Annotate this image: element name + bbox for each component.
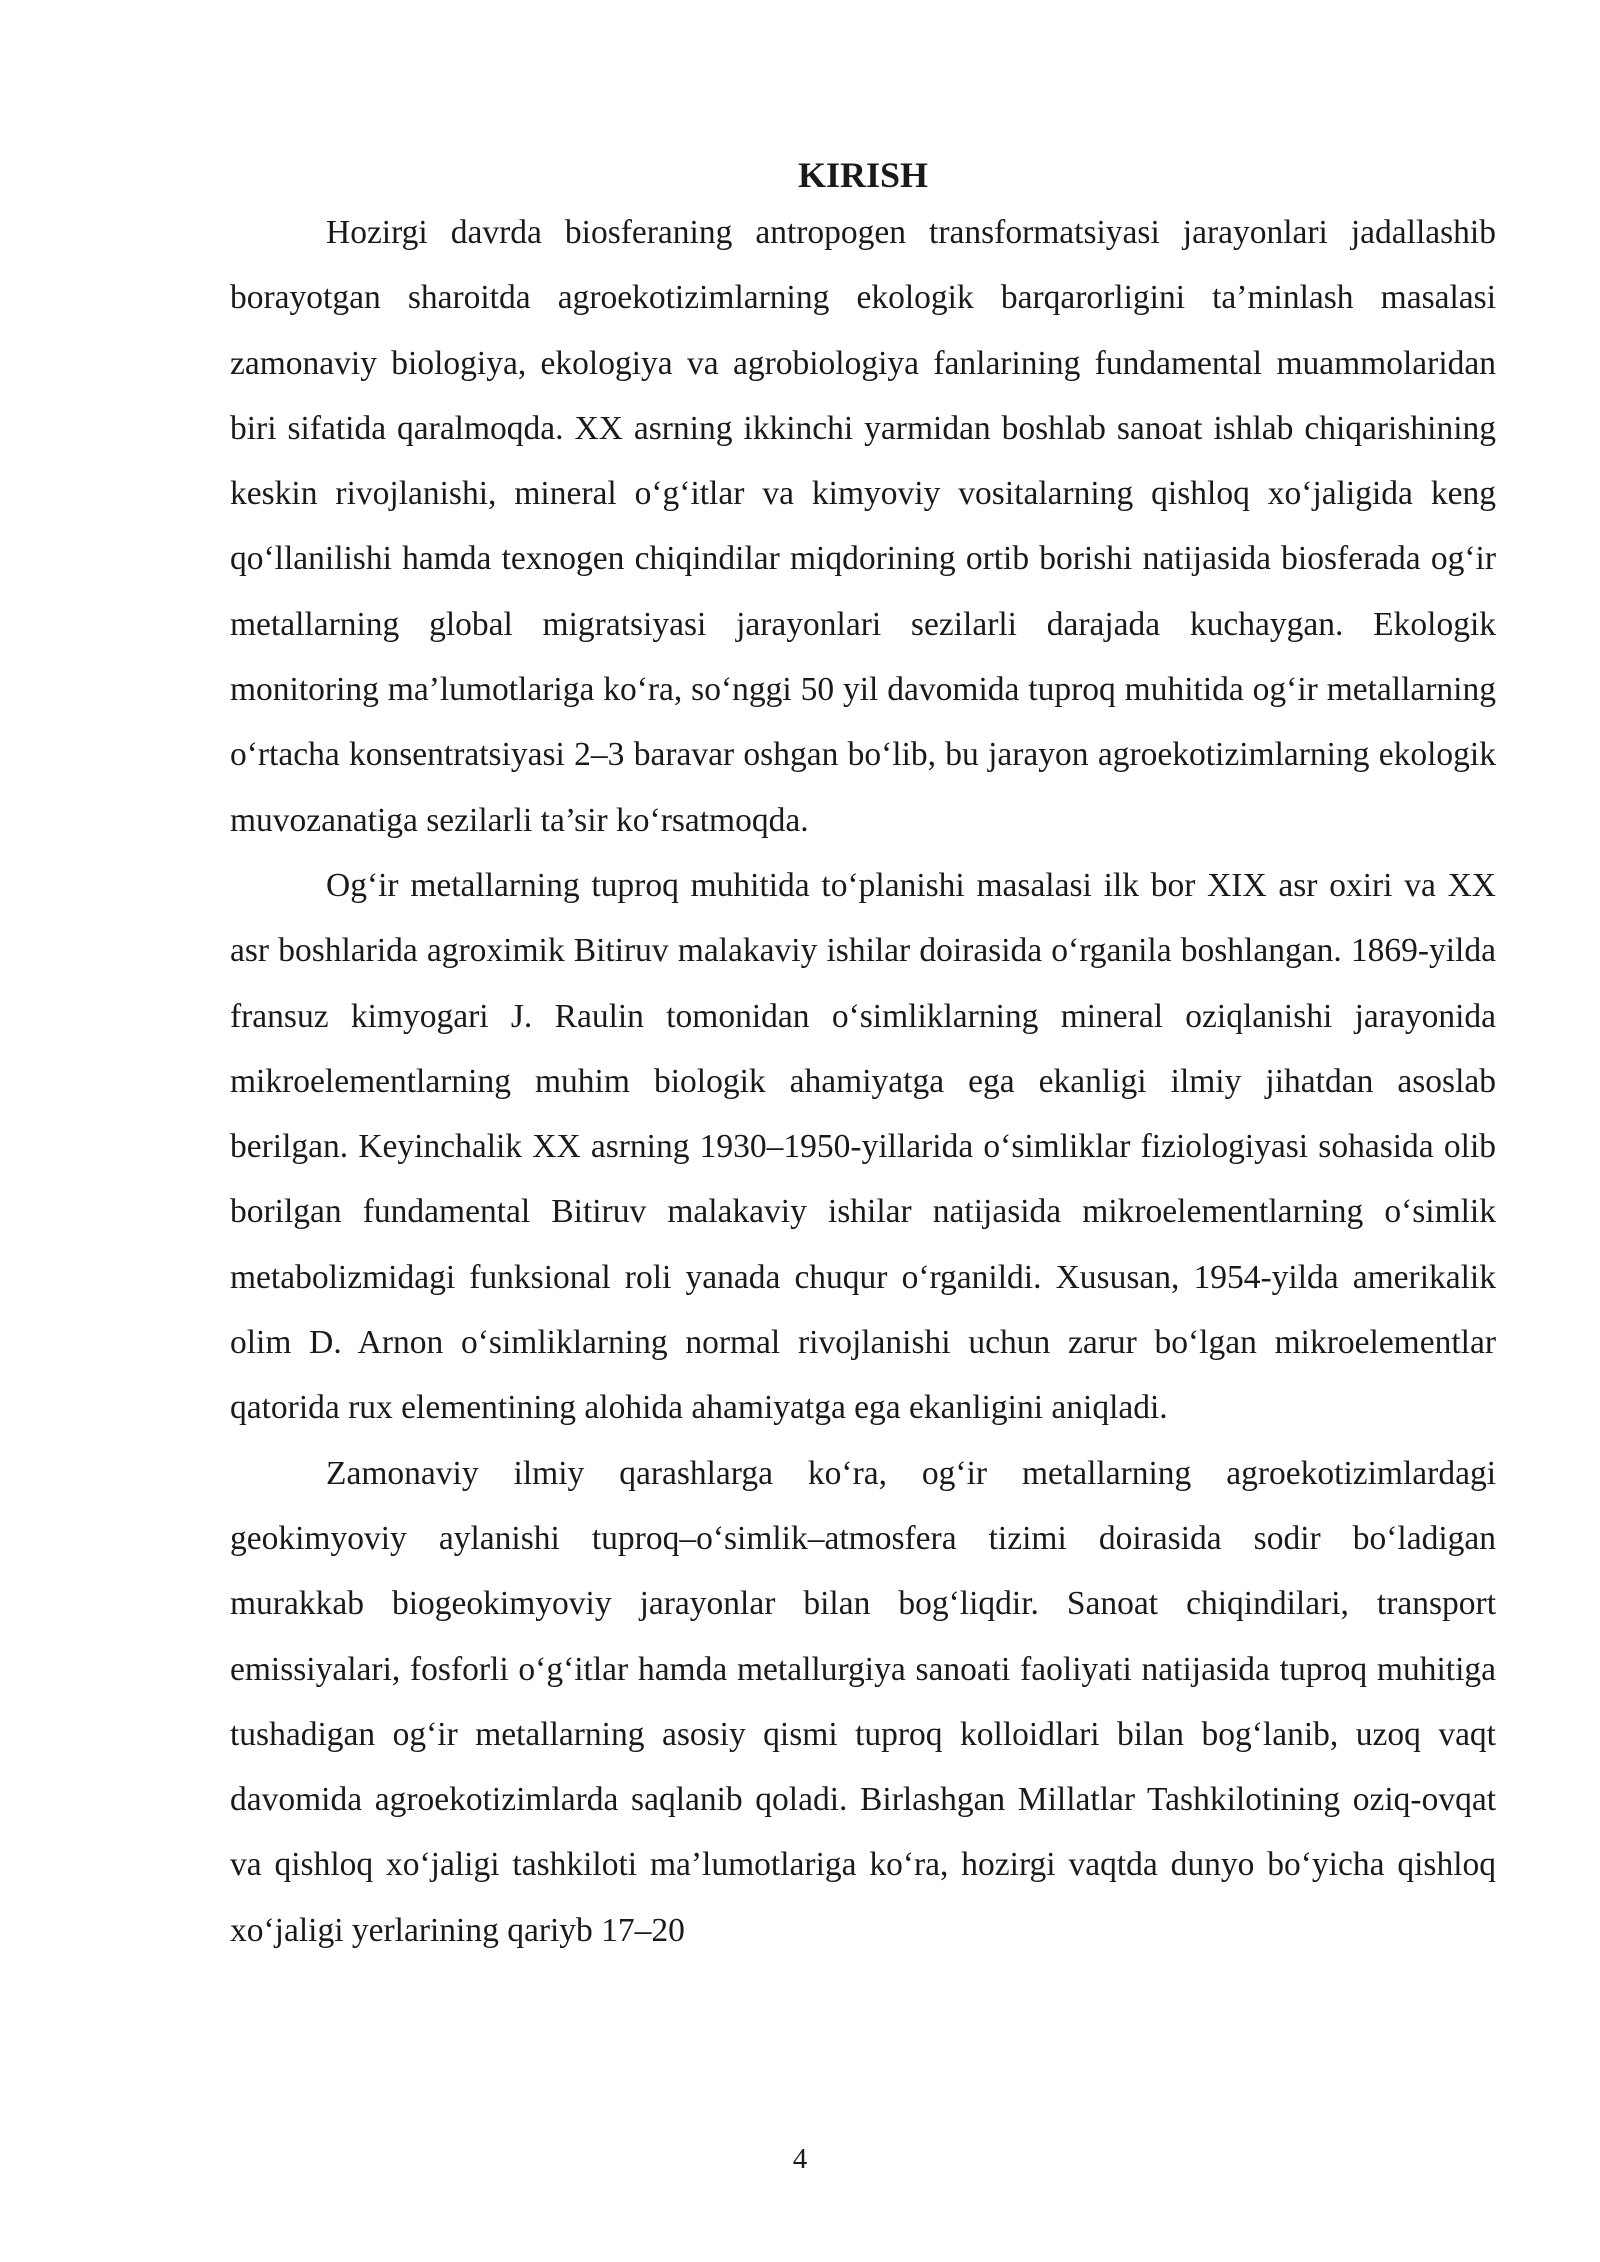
page-body (230, 150, 1496, 1963)
paragraph-2: Og‘ir metallarning tuproq muhitida to‘planishi masalasi ilk bor XIX asr oxiri va XX asr boshlarida agroximik Bitiruv malakaviy ishilar doirasida o‘rganila boshlangan. 1869-yilda fransuz kimyogari J. Raulin tomonidan o‘simliklarning mineral oziqlanishi jarayonida mikroelementlarning muhim biologik ahamiyatga ega ekanligi ilmiy jihatdan asoslab berilgan. Keyinchalik XX asrning 1930–1950-yillarida o‘simliklar fiziologiyasi sohasida olib borilgan fundamental Bitiruv malakaviy ishilar natijasida mikroelementlarning o‘simlik metabolizmidagi funksional roli yanada chuqur o‘rganildi. Xususan, 1954-yilda amerikalik olim D. Arnon o‘simliklarning normal rivojlanishi uchun zarur bo‘lgan mikroelementlar qatorida rux elementining alohida ahamiyatga ega ekanligini aniqladi. (230, 866, 1496, 1427)
paragraph-1: Hozirgi davrda biosferaning antropogen transformatsiyasi jarayonlari jadallashib borayotgan sharoitda agroekotizimlarning ekologik barqarorligini ta’minlash masalasi zamonaviy biologiya, ekologiya va agrobiologiya fanlarining fundamental muammolaridan biri sifatida qaralmoqda. XX asrning ikkinchi yarmidan boshlab sanoat ishlab chiqarishining keskin rivojlanishi, mineral o‘g‘itlar va kimyoviy vositalarning qishloq xo‘jaligida keng qo‘llanilishi hamda texnogen chiqindilar miqdorining ortib borishi natijasida biosferada og‘ir metallarning global migratsiyasi jarayonlari sezilarli darajada kuchaygan. Ekologik monitoring ma’lumotlariga ko‘ra, so‘nggi 50 yil davomida tuproq muhitida og‘ir metallarning o‘rtacha konsentratsiyasi 2–3 baravar oshgan bo‘lib, bu jarayon agroekotizimlarning ekologik muvozanatiga sezilarli ta’sir ko‘rsatmoqda. (230, 214, 1496, 839)
page-number: 4 (792, 2143, 808, 2175)
paragraph-3: Zamonaviy ilmiy qarashlarga ko‘ra, og‘ir metallarning agroekotizimlardagi geokimyoviy aylanishi tuproq–o‘simlik–atmosfera tizimi doirasida sodir bo‘ladigan murakkab biogeokimyoviy jarayonlar bilan bog‘liqdir. Sanoat chiqindilari, transport emissiyalari, fosforli o‘g‘itlar hamda metallurgiya sanoati faoliyati natijasida tuproq muhitiga tushadigan og‘ir metallarning asosiy qismi tuproq kolloidlari bilan bog‘lanib, uzoq vaqt davomida agroekotizimlarda saqlanib qoladi. Birlashgan Millatlar Tashkilotining oziq-ovqat va qishloq xo‘jaligi tashkiloti ma’lumotlariga ko‘ra, hozirgi vaqtda dunyo bo‘yicha qishloq xo‘jaligi yerlarining qariyb 17–20 (230, 1454, 1496, 1949)
section-heading: KIRISH (797, 155, 929, 195)
